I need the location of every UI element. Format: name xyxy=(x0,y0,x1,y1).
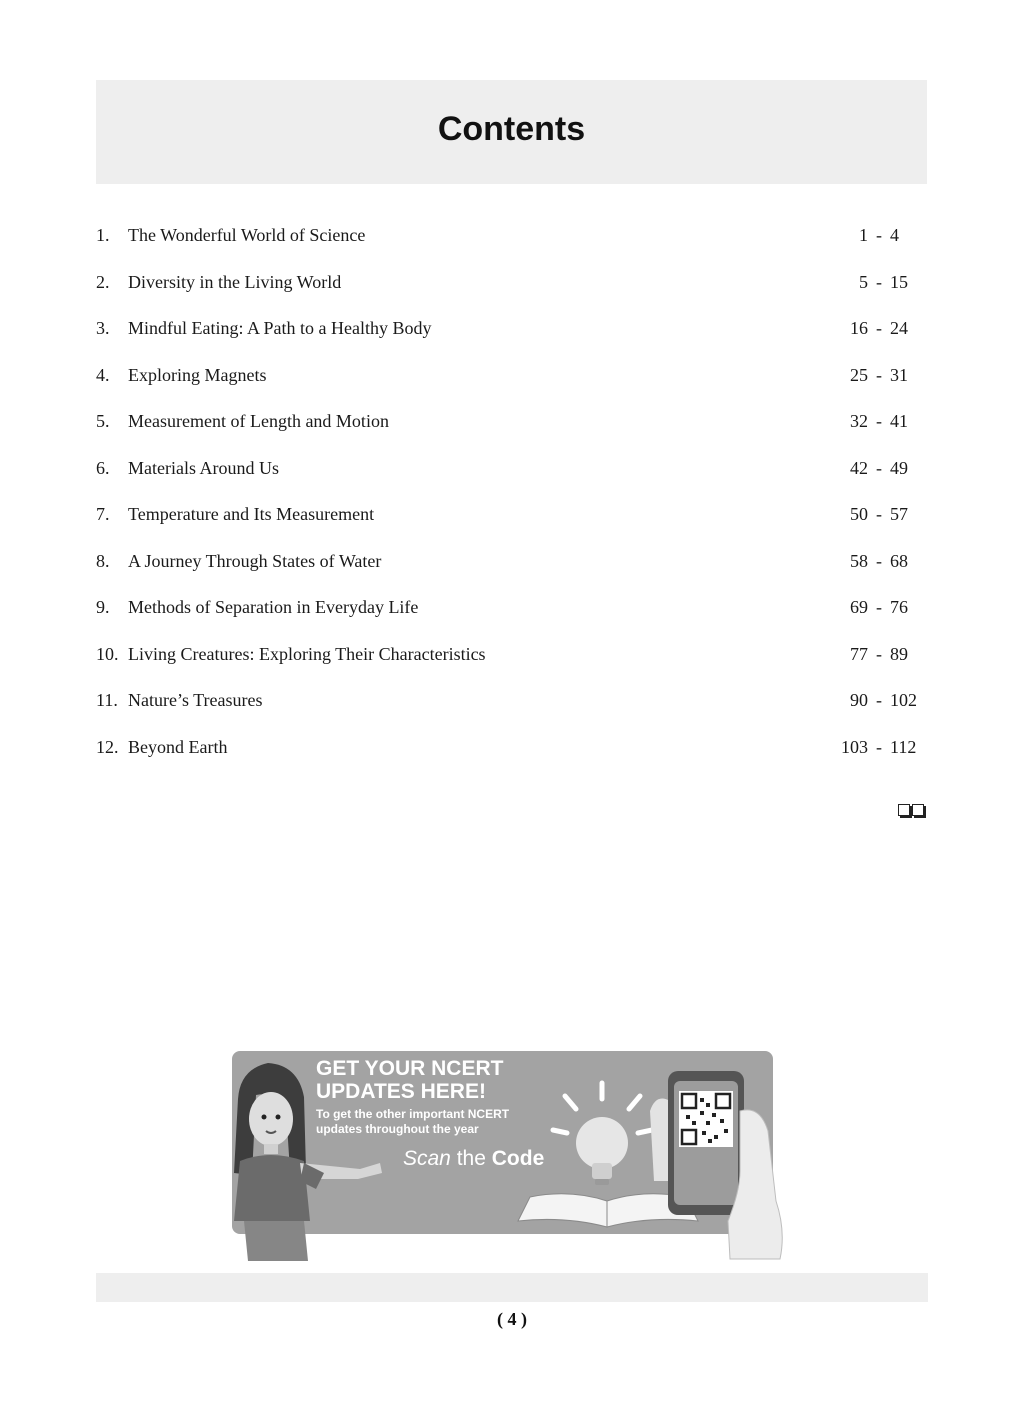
footer-band xyxy=(96,1273,928,1302)
page-end: 68 xyxy=(890,550,908,571)
page-end: 15 xyxy=(890,271,908,292)
page-start: 25 xyxy=(850,364,868,385)
toc-entry[interactable] xyxy=(96,687,927,734)
range-dash: - xyxy=(876,318,882,338)
chapter-title: Nature’s Treasures xyxy=(128,690,263,710)
toc-entry[interactable] xyxy=(96,408,927,455)
phone-qr-code-icon xyxy=(650,1071,782,1259)
page-end: 112 xyxy=(890,736,917,757)
scan-the-code-text: Scan the Code xyxy=(403,1147,545,1170)
chapter-title: Beyond Earth xyxy=(128,736,228,757)
page-end: 49 xyxy=(890,457,908,478)
toc-entry[interactable] xyxy=(96,269,927,316)
chapter-title: Materials Around Us xyxy=(128,457,279,478)
page-start: 90 xyxy=(850,690,868,710)
chapter-title: The Wonderful World of Science xyxy=(128,225,366,245)
range-dash: - xyxy=(876,457,882,478)
toc-entry[interactable] xyxy=(96,315,927,362)
page-end: 89 xyxy=(890,643,908,664)
chapter-title: A Journey Through States of Water xyxy=(128,550,382,571)
page-number: ( 4 ) xyxy=(497,1309,527,1329)
page-end: 102 xyxy=(890,690,917,710)
page-start: 42 xyxy=(850,457,868,478)
page-title: Contents xyxy=(437,110,586,148)
chapter-title: Living Creatures: Exploring Their Characteristics xyxy=(128,643,486,664)
chapter-title: Exploring Magnets xyxy=(128,364,267,385)
toc-entry[interactable] xyxy=(96,501,927,548)
page-start: 32 xyxy=(850,411,868,431)
header-band xyxy=(96,80,927,184)
chapter-number: 12. xyxy=(96,736,119,757)
page-start: 50 xyxy=(850,504,868,524)
range-dash: - xyxy=(876,504,882,524)
chapter-number: 8. xyxy=(96,550,110,571)
range-dash: - xyxy=(876,225,882,245)
range-dash: - xyxy=(876,411,882,431)
range-dash: - xyxy=(876,736,882,757)
end-of-section-squares-icon xyxy=(898,803,928,817)
chapter-number: 2. xyxy=(96,271,110,292)
banner-subtext: To get the other important NCERT updates throughout the year xyxy=(316,1107,510,1136)
page-start: 5 xyxy=(859,271,868,292)
toc-entry[interactable] xyxy=(96,734,927,781)
toc-entry[interactable] xyxy=(96,362,927,409)
chapter-title: Mindful Eating: A Path to a Healthy Body xyxy=(128,318,432,338)
banner-headline: GET YOUR NCERT UPDATES HERE! xyxy=(316,1057,504,1103)
page-end: 57 xyxy=(890,504,908,524)
page-end: 31 xyxy=(890,364,908,385)
chapter-number: 5. xyxy=(96,411,110,431)
range-dash: - xyxy=(876,271,882,292)
chapter-title: Diversity in the Living World xyxy=(128,271,342,292)
page-end: 4 xyxy=(890,225,899,245)
page-end: 76 xyxy=(890,597,908,617)
page-end: 41 xyxy=(890,411,908,431)
chapter-number: 4. xyxy=(96,364,110,385)
banner-illustration xyxy=(220,1051,790,1261)
page-start: 1 xyxy=(859,225,868,245)
page-start: 16 xyxy=(850,318,868,338)
chapter-number: 11. xyxy=(96,690,118,710)
toc-entry[interactable] xyxy=(96,594,927,641)
chapter-title: Measurement of Length and Motion xyxy=(128,411,389,431)
page-end: 24 xyxy=(890,318,908,338)
chapter-number: 1. xyxy=(96,225,110,245)
range-dash: - xyxy=(876,597,882,617)
page-start: 69 xyxy=(850,597,868,617)
range-dash: - xyxy=(876,690,882,710)
chapter-title: Methods of Separation in Everyday Life xyxy=(128,597,419,617)
range-dash: - xyxy=(876,364,882,385)
page-start: 58 xyxy=(850,550,868,571)
table-of-contents xyxy=(96,222,927,780)
chapter-number: 9. xyxy=(96,597,110,617)
range-dash: - xyxy=(876,550,882,571)
girl-illustration-icon xyxy=(234,1063,382,1261)
range-dash: - xyxy=(876,643,882,664)
chapter-title: Temperature and Its Measurement xyxy=(128,504,375,524)
page-start: 103 xyxy=(841,736,868,757)
chapter-number: 10. xyxy=(96,643,119,664)
chapter-number: 6. xyxy=(96,457,110,478)
toc-entry[interactable] xyxy=(96,455,927,502)
chapter-number: 3. xyxy=(96,318,110,338)
toc-entry[interactable] xyxy=(96,548,927,595)
chapter-number: 7. xyxy=(96,504,110,524)
page-start: 77 xyxy=(850,643,868,664)
toc-entry[interactable] xyxy=(96,641,927,688)
toc-entry[interactable] xyxy=(96,222,927,269)
